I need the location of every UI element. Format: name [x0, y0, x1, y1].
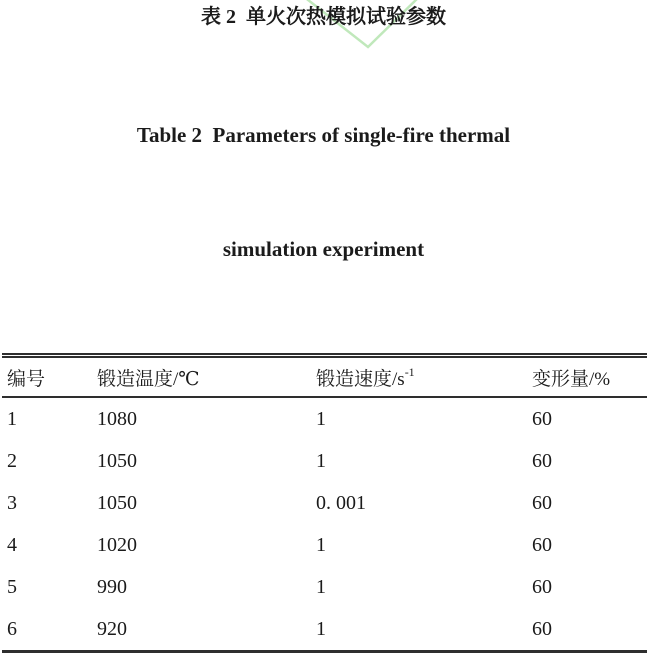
table-cell-speed: 0. 001 [316, 491, 366, 514]
table-cell-temperature: 920 [97, 617, 127, 640]
table-caption-english-line2: simulation experiment [222, 237, 425, 261]
table-cell-temperature: 990 [97, 575, 127, 598]
table-cell-speed: 1 [316, 407, 326, 430]
table-cell-deformation: 60 [532, 491, 552, 514]
table-cell-temperature: 1050 [97, 491, 137, 514]
col-header-forging-temperature [92, 356, 310, 398]
table-cell-speed: 1 [316, 617, 326, 640]
table-caption-english-line1: Table 2 Parameters of single-fire thermal [136, 123, 511, 147]
col-header-forging-speed-label: 锻造速度/s [316, 368, 405, 390]
table-cell-deformation: 60 [532, 533, 552, 556]
col-header-number [2, 356, 92, 398]
table-cell-temperature: 1020 [97, 533, 137, 556]
table-cell-number: 4 [7, 533, 17, 556]
col-header-forging-temperature-label: 锻造温度/℃ [97, 368, 200, 390]
table-cell-deformation: 60 [532, 575, 552, 598]
table-row [2, 482, 647, 524]
parameters-table [2, 353, 647, 653]
table-cell-temperature: 1080 [97, 407, 137, 430]
table-cell-speed: 1 [316, 575, 326, 598]
table-cell-number: 2 [7, 449, 17, 472]
table-caption-english [0, 40, 647, 344]
table-cell-number: 3 [7, 491, 17, 514]
table-row [2, 440, 647, 482]
table-cell-deformation: 60 [532, 407, 552, 430]
table-cell-number: 5 [7, 575, 17, 598]
col-header-number-label: 编号 [7, 368, 46, 390]
table-caption-chinese: 表 2 单火次热模拟试验参数 [201, 6, 446, 28]
col-header-forging-speed [310, 356, 526, 398]
table-row [2, 608, 647, 652]
table-cell-deformation: 60 [532, 449, 552, 472]
table-cell-speed: 1 [316, 533, 326, 556]
table-cell-deformation: 60 [532, 617, 552, 640]
col-header-deformation-label: 变形量/% [532, 368, 611, 390]
forging-speed-unit-exponent: -1 [404, 365, 415, 380]
table-cell-number: 1 [7, 407, 17, 430]
table-cell-number: 6 [7, 617, 17, 640]
table-row [2, 566, 647, 608]
header-row [2, 356, 647, 398]
table-cell-speed: 1 [316, 449, 326, 472]
table-cell-temperature: 1050 [97, 449, 137, 472]
col-header-deformation [526, 356, 647, 398]
table-row [2, 524, 647, 566]
